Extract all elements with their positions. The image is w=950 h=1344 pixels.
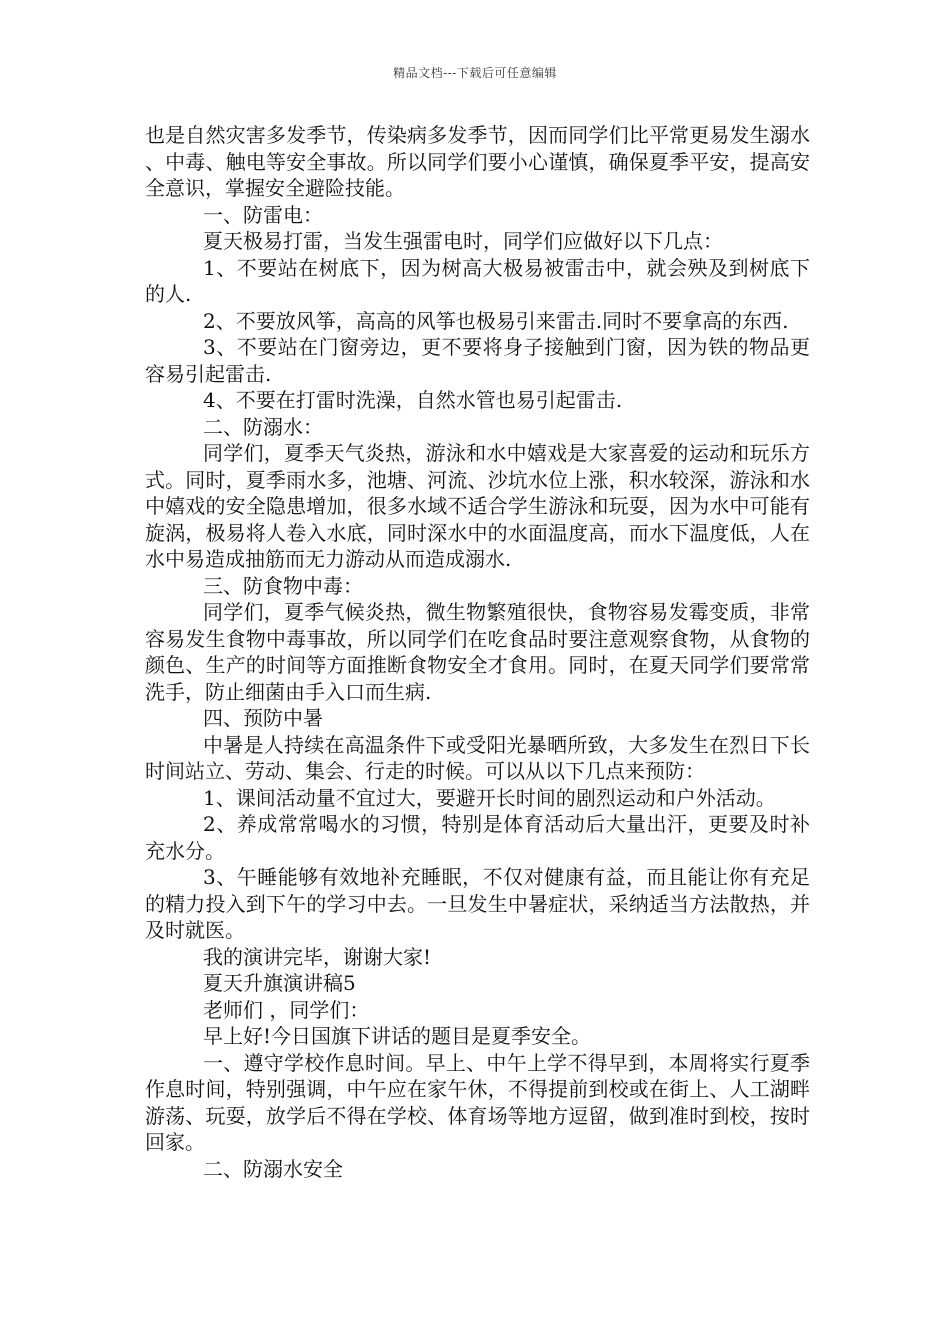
paragraph: 中暑是人持续在高温条件下或受阳光暴晒所致，大多发生在烈日下长时间站立、劳动、集会、行走的时候。可以从以下几点来预防： bbox=[145, 732, 810, 783]
paragraph: 夏天极易打雷，当发生强雷电时，同学们应做好以下几点： bbox=[203, 229, 723, 253]
paragraph: 同学们，夏季气候炎热，微生物繁殖很快，食物容易发霉变质，非常容易发生食物中毒事故，所以同学们在吃食品时要注意观察食物，从食物的颜色、生产的时间等方面推断食物安全才食用。同时，在夏天同学们要常常洗手，防止细菌由手入口而生病. bbox=[145, 600, 810, 704]
page-header: 精品文档---下载后可任意编辑 bbox=[393, 66, 557, 80]
paragraph: 同学们，夏季天气炎热，游泳和水中嬉戏是大家喜爱的运动和玩乐方式。同时，夏季雨水多，池塘、河流、沙坑水位上涨，积水较深，游泳和水中嬉戏的安全隐患增加，很多水域不适合学生游泳和玩耍，因为水中可能有旋涡，极易将人卷入水底，同时深水中的水面温度高，而水下温度低，人在水中易造成抽筋而无力游动从而造成溺水. bbox=[145, 441, 810, 571]
closing-remark: 我的演讲完毕，谢谢大家! bbox=[203, 944, 432, 969]
section-heading-lightning: 一、防雷电： bbox=[203, 202, 323, 227]
paragraph: 也是自然灾害多发季节，传染病多发季节，因而同学们比平常更易发生溺水、中毒、触电等安全事故。所以同学们要小心谨慎，确保夏季平安，提高安全意识，掌握安全避险技能。 bbox=[145, 123, 810, 200]
salutation: 老师们 ，同学们： bbox=[203, 997, 370, 1022]
section-heading-drowning: 二、防溺水： bbox=[203, 414, 323, 439]
list-item: 1、课间活动量不宜过大，要避开长时间的剧烈运动和户外活动。 bbox=[203, 785, 776, 810]
list-item: 2、不要放风筝，高高的风筝也极易引来雷击.同时不要拿高的东西. bbox=[203, 308, 789, 333]
section-heading-heatstroke: 四、预防中暑 bbox=[203, 706, 323, 730]
list-item: 3、午睡能够有效地补充睡眠，不仅对健康有益，而且能让你有充足的精力投入到下午的学习中去。一旦发生中暑症状，采纳适当方法散热，并及时就医。 bbox=[145, 865, 810, 942]
section-heading-drowning-safety: 二、防溺水安全 bbox=[203, 1156, 343, 1181]
section-heading-food-poisoning: 三、防食物中毒： bbox=[203, 573, 363, 598]
speech-title: 夏天升旗演讲稿5 bbox=[203, 971, 356, 995]
paragraph: 一、遵守学校作息时间。早上、中午上学不得早到，本周将实行夏季作息时间，特别强调，中午应在家午休，不得提前到校或在街上、人工湖畔游荡、玩耍，放学后不得在学校、体育场等地方逗留，做到准时到校，按时回家。 bbox=[145, 1050, 810, 1154]
list-item: 4、不要在打雷时洗澡，自然水管也易引起雷击. bbox=[203, 388, 623, 412]
list-item: 1、不要站在树底下，因为树高大极易被雷击中，就会殃及到树底下的人. bbox=[145, 255, 810, 306]
list-item: 3、不要站在门窗旁边，更不要将身子接触到门窗，因为铁的物品更容易引起雷击. bbox=[145, 335, 810, 386]
document-body bbox=[145, 122, 810, 1182]
list-item: 2、养成常常喝水的习惯，特别是体育活动后大量出汗，更要及时补充水分。 bbox=[145, 812, 810, 863]
paragraph: 早上好!今日国旗下讲话的题目是夏季安全。 bbox=[203, 1024, 592, 1048]
